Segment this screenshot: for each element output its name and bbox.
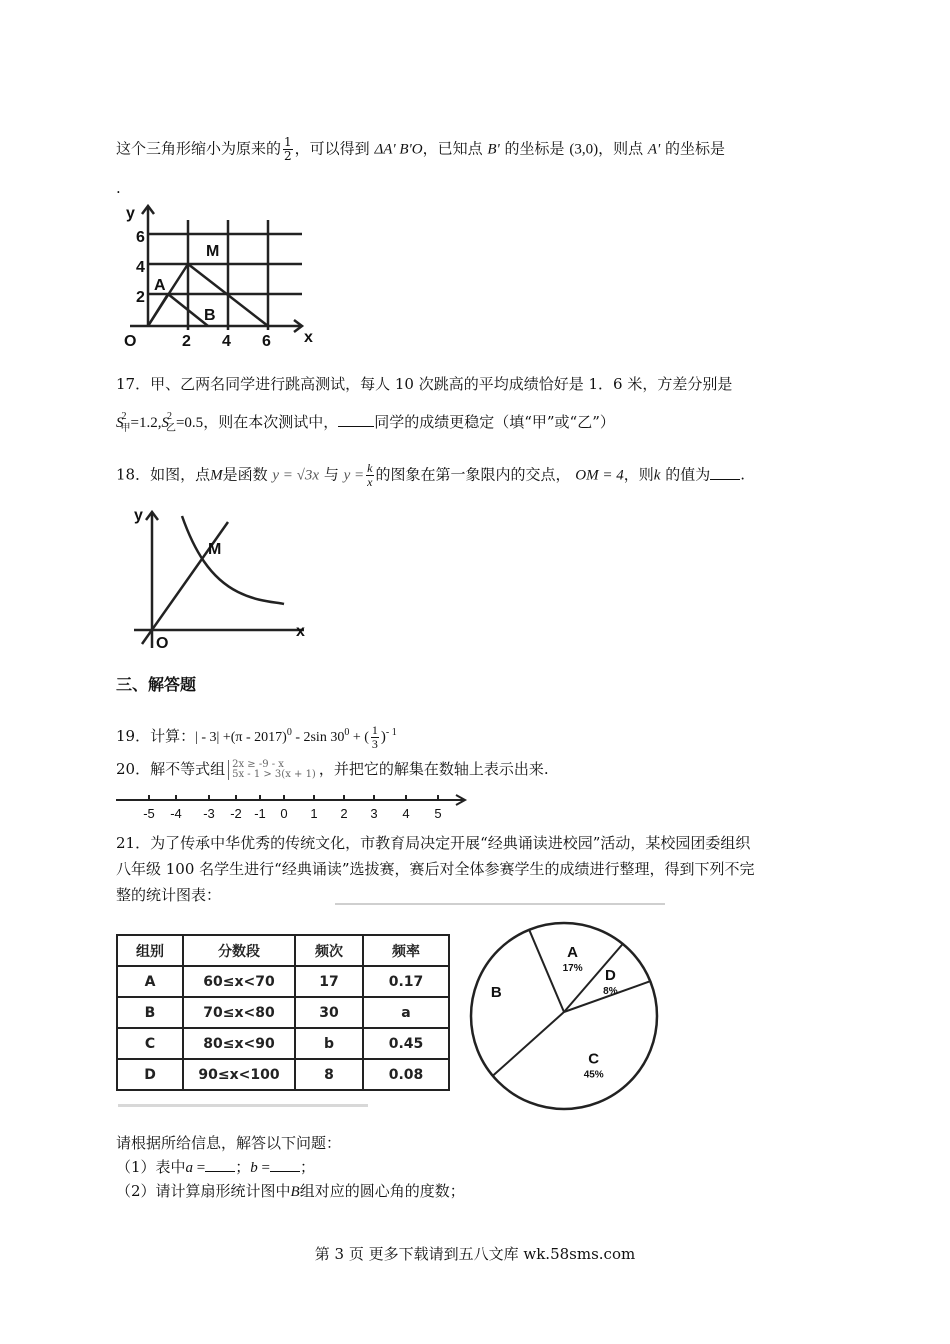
tick-label: 0	[280, 806, 288, 821]
table-row	[117, 1028, 449, 1059]
tick-label: -1	[254, 806, 266, 821]
pie-slice-boundary	[529, 930, 564, 1012]
q17-line2: $S^2_甲=1.2,S^2_乙=0.5$，则在本次测试中， 同学的成绩更稳定（填“甲”或“乙”）	[116, 411, 615, 434]
q17-line1: 17．甲、乙两名同学进行跳高测试，每人 10 次跳高的平均成绩恰好是 1．6 米，方差分别是	[116, 375, 733, 393]
x-tick: 2	[182, 333, 191, 350]
table-cell: 90≤x<100	[183, 1059, 295, 1090]
q16-grid-figure	[112, 200, 322, 350]
table-cell: 8	[295, 1059, 363, 1090]
table-row	[117, 1059, 449, 1090]
q16-line1: 这个三角形缩小为原来的 $\frac{1}{2}$ ，可以得到 ΔA' B'O，已知点 B' 的坐标是 (3,0)，则点 A' 的坐标是	[116, 135, 726, 163]
tick-label: -2	[230, 806, 242, 821]
table-cell: 60≤x<70	[183, 966, 295, 997]
pie-slice-label: A	[567, 944, 579, 961]
table-header: 分数段	[183, 935, 295, 966]
fraction-half: $\frac{1}{2}$	[284, 135, 292, 163]
x-label: x	[296, 623, 305, 640]
y-tick: 4	[136, 259, 145, 276]
table-row	[117, 997, 449, 1028]
y-label: y	[134, 507, 143, 524]
x-label: x	[304, 329, 313, 346]
pie-slice-label: C	[588, 1050, 600, 1068]
origin-label: O	[124, 333, 137, 350]
table-header: 频次	[295, 935, 363, 966]
question-1: （1）表中a = ；b = ；	[116, 1158, 316, 1176]
point-b-label: B	[204, 307, 216, 324]
fraction-one-third: $\frac{1}{3}$	[371, 722, 378, 751]
origin-label: O	[156, 635, 169, 652]
table-cell: B	[117, 997, 183, 1028]
pie-slice-percent: 17%	[562, 963, 583, 974]
pie-chart	[466, 918, 662, 1114]
table-cell: 0.45	[363, 1028, 449, 1059]
tick-label: 1	[310, 806, 318, 821]
tick-label: 4	[402, 806, 410, 821]
q16-line2: .	[116, 179, 121, 197]
scan-artifact	[118, 1104, 368, 1107]
answer-blank-a[interactable]	[205, 1157, 235, 1172]
y-tick: 2	[136, 289, 145, 306]
table-cell: 80≤x<90	[183, 1028, 295, 1059]
table-header-row	[117, 935, 449, 966]
tick-label: 2	[340, 806, 348, 821]
table-cell: 17	[295, 966, 363, 997]
scan-artifact	[335, 903, 665, 905]
tick-label: 3	[370, 806, 378, 821]
pie-slice-boundary	[493, 1012, 564, 1076]
q19-line: 19．计算：| - 3| +(π - 2017)$^0$ - 2sin $30^0$ + ( $\frac{1}{3}$ )$^{- 1}$	[116, 722, 397, 751]
questions-intro: 请根据所给信息，解答以下问题：	[116, 1134, 342, 1152]
answer-blank-b[interactable]	[270, 1157, 300, 1172]
pie-slice-percent: 45%	[583, 1069, 604, 1081]
y-label: y	[126, 205, 135, 222]
q21-line3: 整的统计图表：	[116, 886, 222, 904]
tick-label: -4	[170, 806, 182, 821]
page-footer: 第 3 页 更多下载请到五八文库 wk.58sms.com	[314, 1245, 636, 1263]
pie-slice-label: D	[604, 966, 616, 984]
tick-label: -3	[203, 806, 215, 821]
frequency-table	[116, 934, 450, 1091]
table-row	[117, 966, 449, 997]
table-cell: 30	[295, 997, 363, 1028]
x-tick: 6	[262, 333, 271, 350]
q21-line2: 八年级 100 名学生进行“经典诵读”选拔赛，赛后对全体参赛学生的成绩进行整理，得到下列不完	[116, 860, 755, 878]
q18-function-figure	[120, 502, 320, 652]
answer-blank[interactable]	[710, 465, 740, 480]
x-tick: 4	[222, 333, 231, 350]
fraction-k-over-x: $\frac{k}{x}$	[367, 461, 373, 489]
section-heading: 三、解答题	[116, 675, 197, 694]
pie-outline	[471, 923, 657, 1109]
table-cell: b	[295, 1028, 363, 1059]
point-m-label: M	[208, 541, 222, 558]
table-cell: D	[117, 1059, 183, 1090]
hyperbola	[182, 516, 284, 604]
number-line	[112, 792, 472, 824]
q20-line: 20．解不等式组 2x ≥ -9 - x 5x - 1 > 3(x + 1) ，并把它的解集在数轴上表示出来.	[116, 759, 549, 780]
question-2: （2）请计算扇形统计图中B组对应的圆心角的度数；	[116, 1182, 465, 1200]
tick-label: -5	[143, 806, 155, 821]
table-header: 组别	[117, 935, 183, 966]
point-a-label: A	[154, 277, 166, 294]
table-header: 频率	[363, 935, 449, 966]
pie-slice-percent: 8%	[603, 985, 618, 997]
table-cell: 70≤x<80	[183, 997, 295, 1028]
q21-line1: 21．为了传承中华优秀的传统文化，市教育局决定开展“经典诵读进校园”活动，某校园团委组织	[116, 834, 751, 852]
tick-label: 5	[434, 806, 442, 821]
table-cell: C	[117, 1028, 183, 1059]
table-cell: 0.08	[363, 1059, 449, 1090]
inequality-system: 2x ≥ -9 - x 5x - 1 > 3(x + 1)	[228, 760, 316, 780]
point-m-label: M	[206, 243, 220, 260]
table-cell: 0.17	[363, 966, 449, 997]
table-cell: A	[117, 966, 183, 997]
answer-blank[interactable]	[338, 412, 374, 427]
table-cell: a	[363, 997, 449, 1028]
q18-line: 18．如图，点M是函数 y = √3x 与 y = $\frac{k}{x}$ 的图象在第一象限内的交点， OM = 4，则k 的值为 .	[116, 461, 746, 489]
y-tick: 6	[136, 229, 145, 246]
pie-slice-label: B	[490, 984, 502, 1002]
